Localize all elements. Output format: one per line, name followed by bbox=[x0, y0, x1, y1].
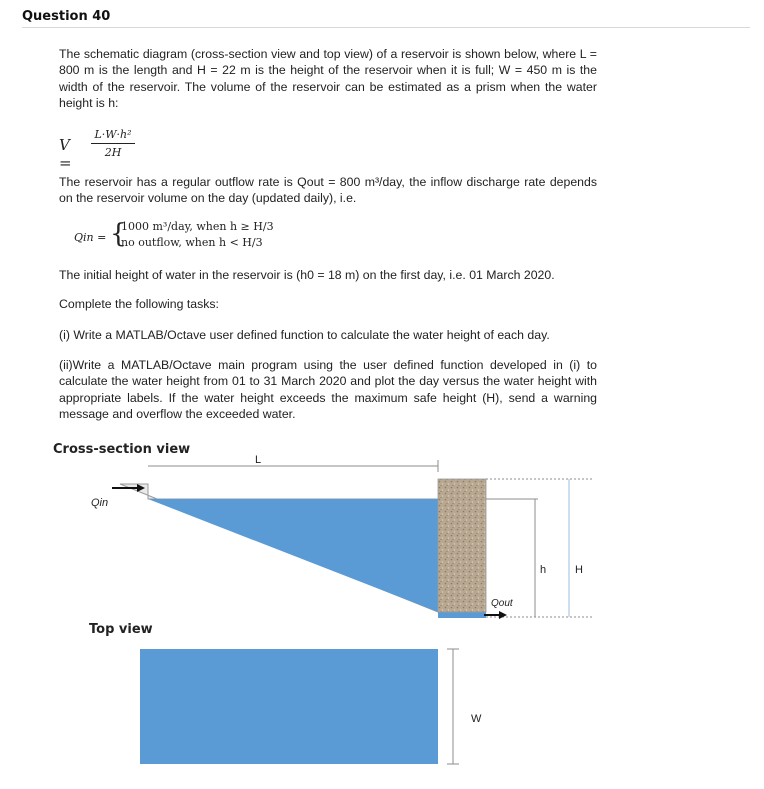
inflow-formula-brace: { bbox=[110, 219, 127, 249]
volume-formula-numerator: L·W·h² bbox=[94, 128, 132, 141]
initial-height-paragraph: The initial height of water in the reservoir is (h0 = 18 m) on the first day, i.e. 01 March 2020. bbox=[59, 268, 555, 282]
label-L: L bbox=[255, 454, 262, 466]
tasks-intro: Complete the following tasks: bbox=[59, 297, 219, 311]
label-Qout: Qout bbox=[491, 598, 513, 609]
label-h: h bbox=[540, 564, 547, 576]
top-view-title: Top view bbox=[89, 622, 153, 637]
volume-formula-denominator: 2H bbox=[104, 146, 122, 159]
inflow-case-1: 1000 m³/day, when h ≥ H/3 bbox=[121, 220, 274, 233]
label-Qin: Qin bbox=[91, 497, 109, 509]
water-top-view bbox=[140, 649, 438, 764]
label-W: W bbox=[471, 713, 482, 725]
inflow-case-2: no outflow, when h < H/3 bbox=[121, 236, 263, 249]
label-H: H bbox=[575, 564, 583, 576]
water-cross-section bbox=[148, 499, 438, 612]
task-2: (ii)Write a MATLAB/Octave main program using the user defined function developed in (i) to calculate the water height from 01 to 31 March 2020 and plot the day versus the water height with appropriate labels. If the water height exceeds the maximum safe height (H), send a warning message and overflow the exceeded water. bbox=[59, 358, 597, 422]
question-title: Question 40 bbox=[22, 9, 111, 24]
dam-wall bbox=[438, 479, 486, 612]
outflow-paragraph: The reservoir has a regular outflow rate is Qout = 800 m³/day, the inflow discharge rate depends on the reservoir volume on the day (updated daily), i.e. bbox=[59, 175, 597, 206]
outlet-channel bbox=[438, 612, 486, 618]
width-dimension bbox=[447, 649, 459, 764]
cross-section-title: Cross-section view bbox=[53, 442, 191, 457]
length-dimension bbox=[148, 454, 438, 472]
outflow-arrow bbox=[484, 611, 507, 619]
inflow-formula-lhs: Qin = bbox=[74, 231, 107, 244]
volume-formula-lhs: V = bbox=[59, 136, 72, 172]
task-1: (i) Write a MATLAB/Octave user defined function to calculate the water height of each day. bbox=[59, 328, 550, 342]
intro-paragraph: The schematic diagram (cross-section view and top view) of a reservoir is shown below, where L = 800 m is the length and H = 22 m is the height of the reservoir when it is full; W = 450 m is the width of the reservoir. The volume of the reservoir can be estimated as a prism when the water height is h: bbox=[59, 47, 597, 111]
